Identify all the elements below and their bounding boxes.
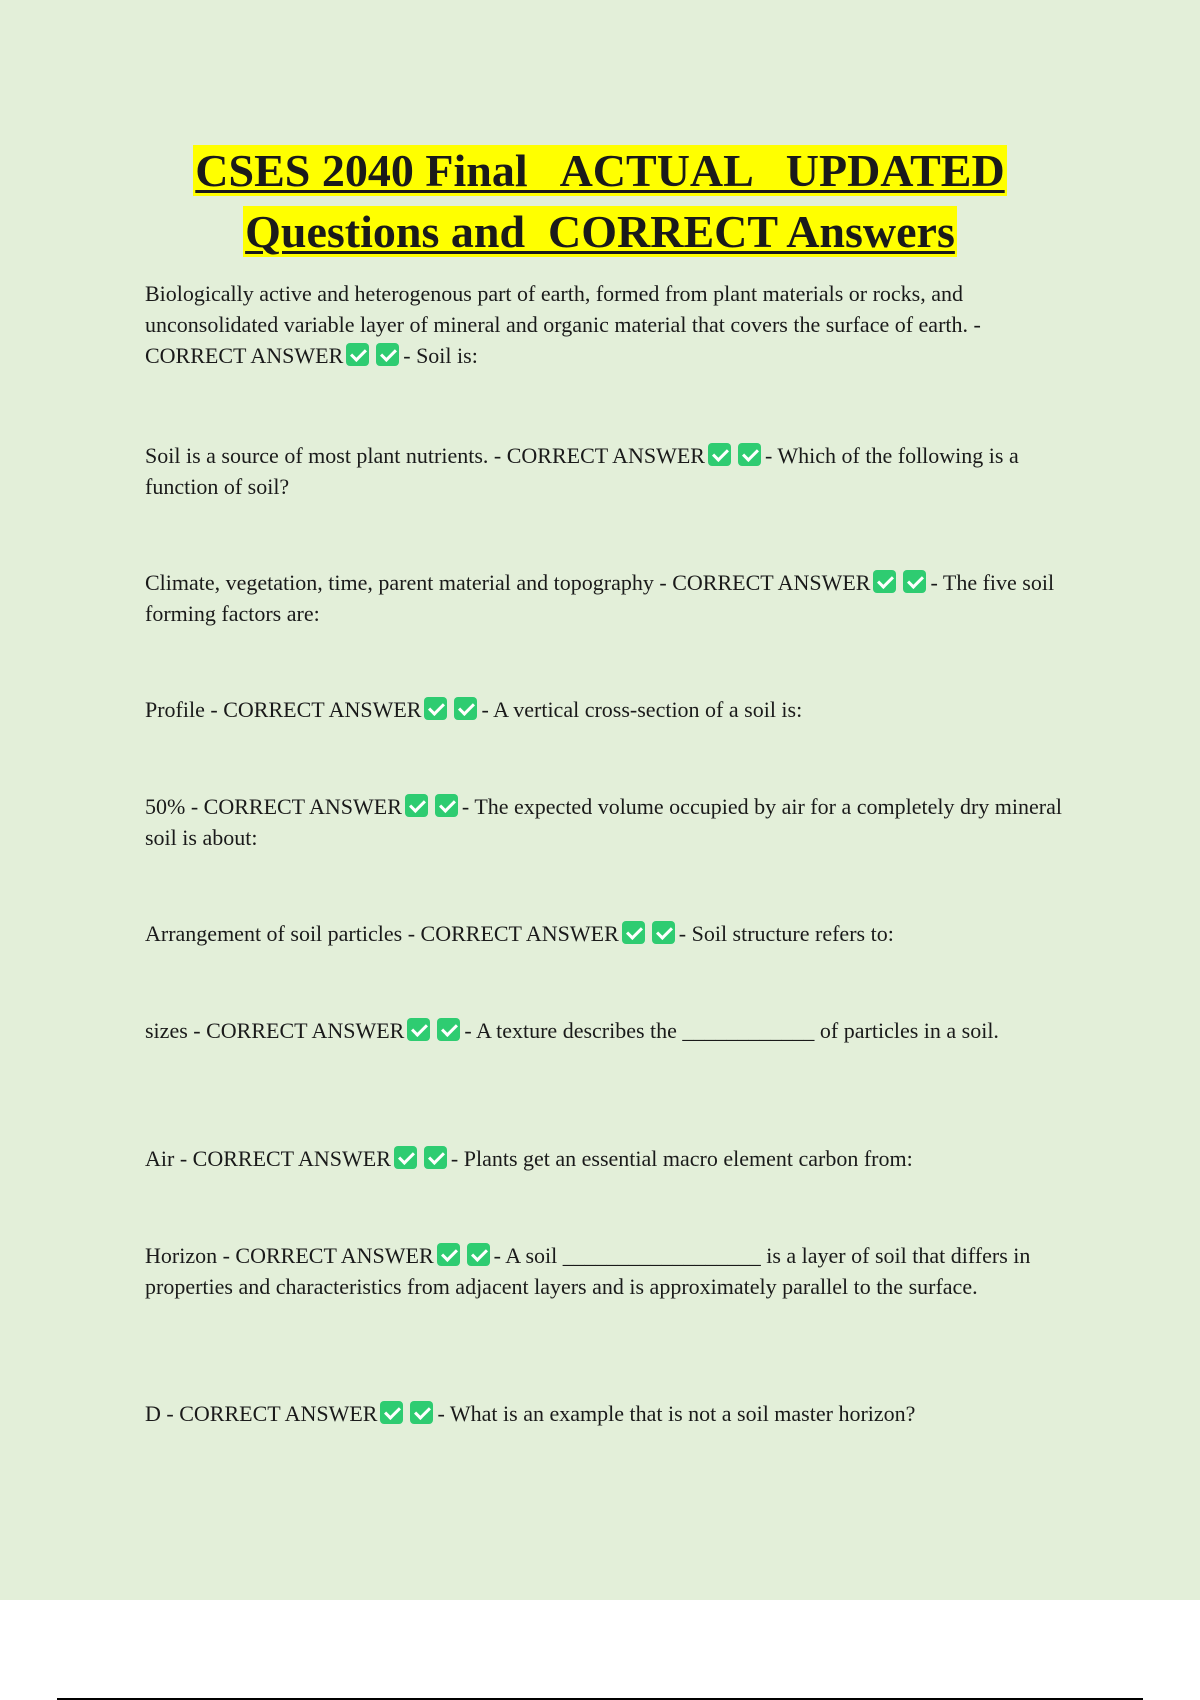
title-line-2: Questions and CORRECT Answers (245, 206, 955, 257)
correct-answer-marker: - CORRECT ANSWER (145, 312, 981, 368)
correct-answer-marker: - CORRECT ANSWER (222, 1243, 434, 1268)
question-text: - The expected volume occupied by air for a completely dry mineral soil is about: (145, 794, 1062, 850)
check-square-icon (407, 1018, 430, 1041)
question-text: - Plants get an essential macro element carbon from: (450, 1146, 913, 1171)
qa-item (145, 1143, 1080, 1174)
check-square-icon (454, 697, 477, 720)
check-square-icon (437, 1243, 460, 1266)
check-square-icon (903, 570, 926, 593)
question-text: - Which of the following is a function of soil? (145, 443, 1019, 499)
question-text: - The five soil forming factors are: (145, 570, 1055, 626)
check-square-icon (394, 1146, 417, 1169)
qa-item (145, 918, 1080, 949)
document-title (0, 140, 1200, 262)
question-text: - What is an example that is not a soil master horizon? (437, 1401, 916, 1426)
check-square-icon (467, 1243, 490, 1266)
qa-item (145, 694, 1080, 725)
check-square-icon (410, 1401, 433, 1424)
answer-text: Arrangement of soil particles (145, 921, 403, 946)
qa-item (145, 567, 1080, 629)
qa-item (145, 440, 1080, 502)
correct-answer-marker: - CORRECT ANSWER (166, 1401, 378, 1426)
check-square-icon (622, 921, 645, 944)
check-square-icon (424, 1146, 447, 1169)
check-square-icon (652, 921, 675, 944)
correct-answer-marker: - CORRECT ANSWER (179, 1146, 391, 1171)
check-square-icon (738, 443, 761, 466)
check-square-icon (424, 697, 447, 720)
question-text: - A vertical cross-section of a soil is: (481, 697, 803, 722)
check-square-icon (405, 794, 428, 817)
correct-answer-marker: - CORRECT ANSWER (659, 570, 871, 595)
qa-item (145, 791, 1080, 853)
correct-answer-marker: - CORRECT ANSWER (193, 1018, 405, 1043)
correct-answer-marker: - CORRECT ANSWER (493, 443, 705, 468)
check-square-icon (873, 570, 896, 593)
check-square-icon (380, 1401, 403, 1424)
check-square-icon (376, 343, 399, 366)
correct-answer-marker: - CORRECT ANSWER (190, 794, 402, 819)
answer-text: D (145, 1401, 161, 1426)
answer-text: sizes (145, 1018, 188, 1043)
answer-text: Air (145, 1146, 175, 1171)
answer-text: Profile (145, 697, 205, 722)
correct-answer-marker: - CORRECT ANSWER (407, 921, 619, 946)
question-text: - Soil is: (403, 343, 478, 368)
answer-text: Climate, vegetation, time, parent material and topography (145, 570, 654, 595)
answer-text: 50% (145, 794, 186, 819)
question-text: - A texture describes the ____________ of particles in a soil. (464, 1018, 999, 1043)
qa-item (145, 278, 1080, 371)
answer-text: Biologically active and heterogenous part of earth, formed from plant materials or rocks, and unconsolidated variable layer of mineral and organic material that covers the surface of earth. (145, 281, 969, 337)
qa-item (145, 1240, 1080, 1302)
correct-answer-marker: - CORRECT ANSWER (210, 697, 422, 722)
question-text: - A soil __________________ is a layer of soil that differs in properties and characteristics from adjacent layers and is approximately parallel to the surface. (145, 1243, 1031, 1299)
check-square-icon (435, 794, 458, 817)
check-square-icon (708, 443, 731, 466)
answer-text: Horizon (145, 1243, 218, 1268)
check-square-icon (437, 1018, 460, 1041)
answer-text: Soil is a source of most plant nutrients. (145, 443, 489, 468)
qa-item (145, 1398, 1080, 1429)
question-text: - Soil structure refers to: (678, 921, 894, 946)
title-line-1: CSES 2040 Final ACTUAL UPDATED (195, 145, 1005, 196)
qa-item (145, 1015, 1080, 1046)
check-square-icon (346, 343, 369, 366)
